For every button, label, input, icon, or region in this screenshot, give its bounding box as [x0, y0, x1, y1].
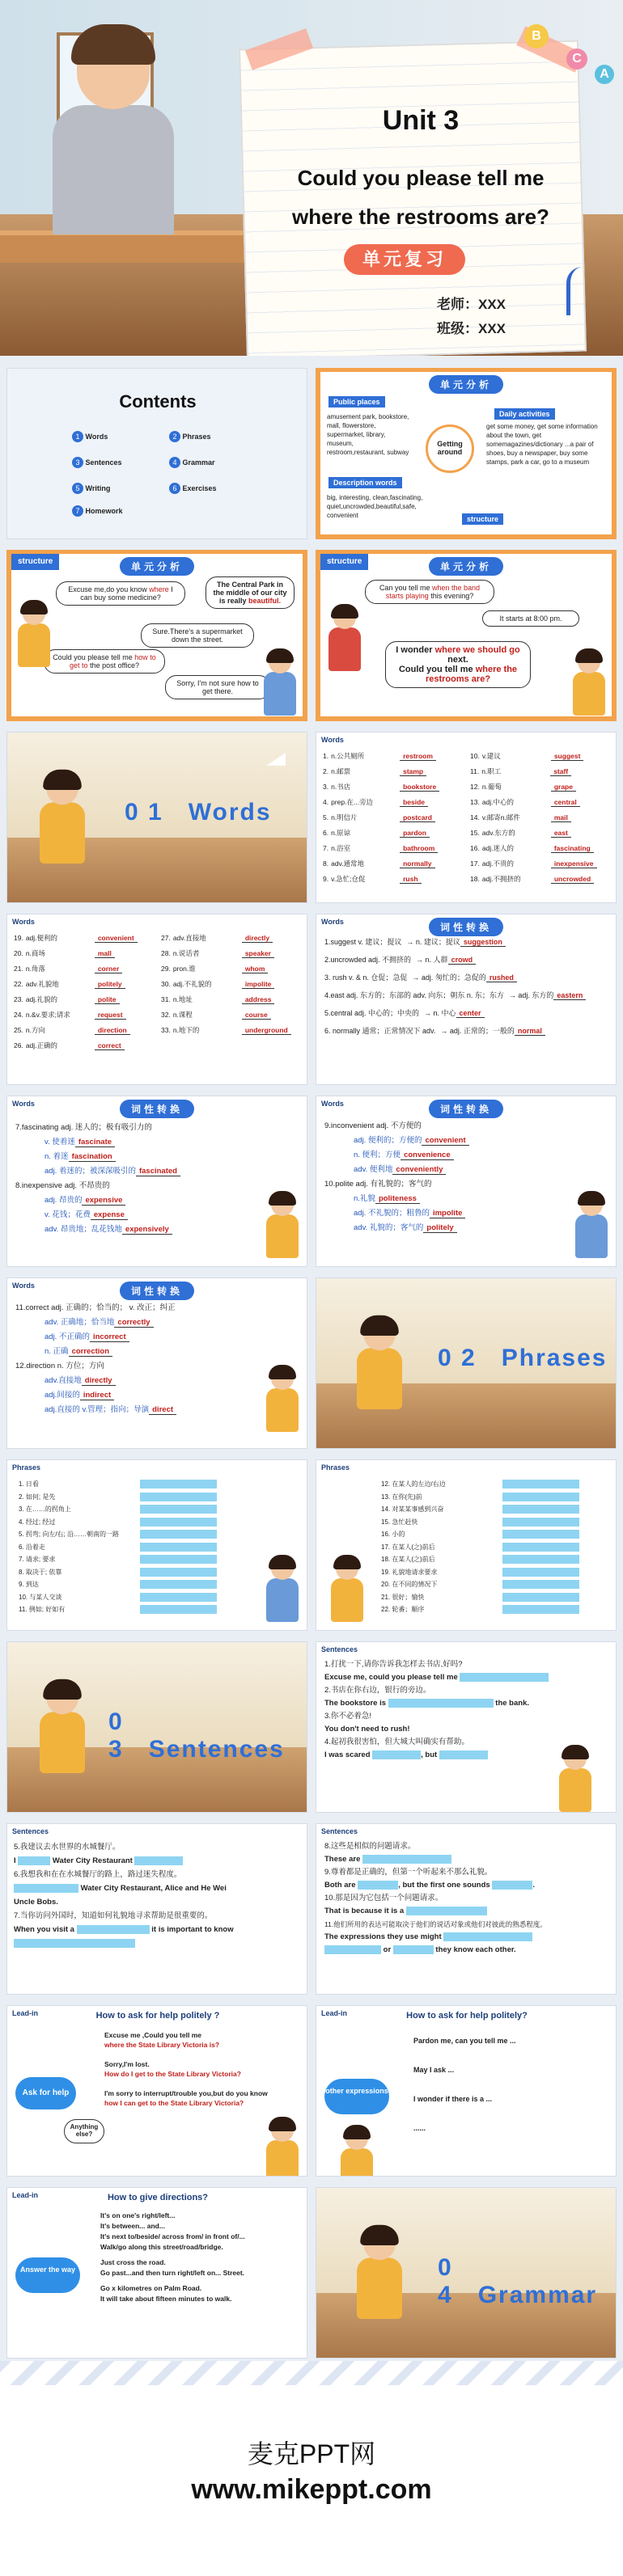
phrase-row: 3. 在……的拐角上 — [19, 1503, 261, 1516]
word-form-row: 9.inconvenient adj. 不方便的 — [324, 1121, 422, 1130]
answer-blank[interactable] — [140, 1593, 217, 1602]
direction-line: It's on one's right/left... — [100, 2211, 176, 2219]
paper-plane-icon — [266, 753, 286, 766]
lead-in-slide-2 — [316, 2005, 617, 2177]
answer-blank[interactable] — [140, 1568, 217, 1577]
word-form-row: adj. 不正确的 incorrect — [15, 1330, 250, 1345]
teacher-row: 老师：XXX — [437, 297, 506, 312]
word-form-row: 2.uncrowded adj. 不拥挤的 → n. 人群 crowd — [324, 955, 612, 965]
section-tag: Sentences — [321, 1827, 358, 1835]
daily-activities-text: get some money, get some information about the town, get somemagazines/dictionary ...a pair of shoes, buy a newspaper, buy some stamps, park a car, go to a museum — [486, 423, 598, 466]
slide-title: How to give directions? — [107, 2193, 209, 2202]
word-form-row: adv. 正确地；恰当地 correctly — [15, 1315, 250, 1330]
words-slide-1 — [316, 732, 617, 903]
section-pill: 词性转换 — [429, 918, 503, 936]
answer-blank[interactable] — [502, 1518, 579, 1527]
section-pill: 单元分析 — [429, 375, 503, 394]
phrase-row: 2. 如何; 是先 — [19, 1491, 261, 1504]
word-form-row: n. 正确 correction — [15, 1345, 250, 1359]
answer-blank[interactable] — [140, 1518, 217, 1527]
section-tag: Words — [12, 1282, 35, 1290]
word-row: 1. n.公共厕所 restroom — [323, 749, 468, 764]
word-row: 32. n.课程 course — [161, 1007, 307, 1023]
word-form-row: 4.east adj. 东方的；东部的 adv. 向东；朝东 n. 东；东方 → adj. 东方的 eastern — [324, 990, 612, 1001]
word-form-slide-1 — [316, 914, 617, 1085]
speech-bubble: Could you please tell me how to get to the post office? — [44, 649, 165, 674]
contents-item[interactable]: 1 Words — [72, 431, 108, 442]
lesson-title-2: where the restrooms are? — [292, 205, 549, 229]
answer-blank[interactable] — [502, 1505, 579, 1514]
word-row: 13. adj.中心的 central — [470, 795, 616, 810]
word-row: 8. adv.通常地 normally — [323, 856, 468, 872]
phrase-row: 21. 很好；愉快 — [381, 1591, 608, 1604]
title-slide — [0, 0, 623, 356]
word-form-row: 1.suggest v. 建议；提议 → n. 建议；提议 suggestion — [324, 937, 612, 948]
word-row: 26. adj.正确的 correct — [14, 1038, 159, 1054]
speech-bubble: The Central Park in the middle of our city is really beautiful. — [206, 576, 295, 609]
speech-bubble: Can you tell me when the band starts playing this evening? — [365, 580, 494, 604]
phrase-row: 22. 轮番；顺序 — [381, 1603, 608, 1616]
letter-a-icon: A — [595, 65, 614, 84]
grammar-section-slide — [316, 2187, 617, 2359]
section-title: 0 3 Sentences — [108, 1708, 285, 1763]
words-section-slide — [6, 732, 307, 903]
word-form-row: adv.直接地 directly — [15, 1374, 250, 1388]
word-row: 27. adv.直接地 directly — [161, 931, 307, 946]
answer-blank[interactable] — [502, 1555, 579, 1564]
direction-line: It's between... and... — [100, 2222, 165, 2230]
word-form-row: 5.central adj. 中心的；中央的 → n. 中心 center — [324, 1008, 612, 1019]
word-form-row: v. 花钱；花费 expense — [15, 1208, 242, 1223]
direction-line: Go past...and then turn right/left on... Street. — [100, 2269, 245, 2277]
word-row: 3. n.书店 bookstore — [323, 779, 468, 795]
word-row: 12. n.葡萄 grape — [470, 779, 616, 795]
word-row: 17. adj.不贵的 inexpensive — [470, 856, 616, 872]
section-tag: Phrases — [12, 1463, 41, 1472]
answer-blank[interactable] — [140, 1555, 217, 1564]
contents-item[interactable]: 2 Phrases — [169, 431, 211, 442]
slide-title: How to ask for help politely ? — [95, 2011, 220, 2021]
word-form-slide-4 — [6, 1277, 307, 1449]
direction-line: Walk/go along this street/road/bridge. — [100, 2243, 223, 2251]
section-title: 0 1 Words — [125, 799, 272, 826]
answer-blank[interactable] — [502, 1543, 579, 1552]
word-row: 14. v.邮寄n.邮件 mail — [470, 810, 616, 826]
footer-decoration — [0, 2361, 623, 2385]
phrase-row: 11. 例如; 好如有 — [19, 1603, 261, 1616]
word-form-slide-3 — [316, 1096, 617, 1267]
word-form-row: 3. rush v. & n. 仓促；急促 → adj. 匆忙的；急促的 rushed — [324, 973, 612, 983]
polite-question-list: Excuse me ,Could you tell me where the State Library Victoria is? Sorry,I'm lost. How do I get to the State Library Victoria? I'm sorry to interrupt/trouble you,but do you know how I can get to the State Library Victoria? — [104, 2031, 268, 2107]
word-row: 21. n.角落 corner — [14, 961, 159, 977]
answer-blank[interactable] — [502, 1605, 579, 1614]
anything-else-cloud: Anything else? — [64, 2119, 104, 2143]
word-row: 25. n.方向 direction — [14, 1023, 159, 1038]
word-row: 24. n.&v.要求;请求 request — [14, 1007, 159, 1023]
word-form-row: adj. 昂贵的 expensive — [15, 1193, 242, 1208]
speech-bubble: Excuse me,do you know where I can buy some medicine? — [56, 581, 185, 606]
sentences-slide-2 — [6, 1823, 307, 1995]
sentence-list: 1.打扰一下,请你告诉我怎样去书店,好吗? Excuse me, could you please tell me 2.书店在你右边，银行的旁边。 The bookstore is the bank. 3.你不必着急! You don't need to rush! 4.起初我很害怕，但大城大叫确实有帮助。 I was scared , but — [324, 1658, 608, 1762]
phrase-row: 5. 拐弯; 向左/右; 沿……朝南的一路 — [19, 1528, 261, 1541]
word-form-row: adv. 便利地 conveniently — [324, 1163, 551, 1177]
word-row: 16. adj.迷人的 fascinating — [470, 841, 616, 856]
analysis-slide-3 — [316, 550, 617, 721]
answer-blank[interactable] — [502, 1593, 579, 1602]
phrase-row: 17. 在某人(之)前后 — [381, 1541, 608, 1554]
word-form-row: n.礼貌 politeness — [324, 1192, 551, 1206]
word-row: 18. adj.不拥挤的 uncrowded — [470, 872, 616, 887]
phrases-slide-1 — [6, 1459, 307, 1631]
analysis-slide-1 — [316, 368, 617, 539]
section-tag: Words — [321, 918, 344, 926]
speech-bubble: I wonder where we should go next. Could you tell me where the restrooms are? — [385, 641, 531, 688]
word-row: 20. n.商场 mall — [14, 946, 159, 961]
contents-item[interactable]: 6 Exercises — [169, 483, 217, 494]
answer-blank[interactable] — [140, 1493, 217, 1501]
word-form-row: 10.polite adj. 有礼貌的；客气的 — [324, 1180, 432, 1189]
section-title: 0 4 Grammar — [438, 2254, 598, 2308]
word-form-row: 7.fascinating adj. 迷人的；极有吸引力的 — [15, 1123, 152, 1132]
word-form-slide-2 — [6, 1096, 307, 1267]
contents-item[interactable]: 7 Homework — [72, 505, 123, 517]
word-form-row: 6. normally 通常；正常情况下 adv. → adj. 正常的；一般的 normal — [324, 1026, 612, 1037]
letter-c-icon: C — [566, 49, 587, 70]
section-tag: Sentences — [321, 1645, 358, 1653]
phrase-row: 6. 沿着走 — [19, 1541, 261, 1554]
word-row: 2. n.邮票 stamp — [323, 764, 468, 779]
section-pill: 单元分析 — [429, 557, 503, 576]
words-slide-2 — [6, 914, 307, 1085]
word-row: 11. n.职工 staff — [470, 764, 616, 779]
word-row: 4. prep.在...旁边 beside — [323, 795, 468, 810]
sentence-list: 8.这些是相似的问题请求。 These are 9.尊着都是正确的，但第一个听起来不那么礼貌。 Both are , but the first one sounds . 10.那是因为它包括一个问题请求。 That is because it is a 11.他们所用的表达可能取决于他们的说话对象或他们对彼此的熟悉程度。 The expressions they use might or they know each other. — [324, 1842, 547, 1954]
word-form-row: adj. 便利的；方便的 convenient — [324, 1134, 551, 1148]
phrases-slide-2 — [316, 1459, 617, 1631]
section-tag: Words — [12, 918, 35, 926]
phrase-row: 15. 急忙赶快 — [381, 1516, 608, 1529]
contents-slide — [6, 368, 307, 539]
section-pill: 词性转换 — [120, 1100, 194, 1118]
word-row: 5. n.明信片 postcard — [323, 810, 468, 826]
letter-b-icon: B — [524, 24, 549, 49]
phrases-section-slide — [316, 1277, 617, 1449]
sentences-slide-3 — [316, 1823, 617, 1995]
phrase-row: 7. 请求; 要求 — [19, 1553, 261, 1566]
word-row: 31. n.地址 address — [161, 992, 307, 1007]
direction-line: Go x kilometres on Palm Road. — [100, 2284, 202, 2292]
word-row: 6. n.原谅 pardon — [323, 826, 468, 841]
direction-line: Just cross the road. — [100, 2258, 166, 2266]
word-form-row: adv. 礼貌的；客气的 politely — [324, 1221, 551, 1235]
speech-bubble: It starts at 8:00 pm. — [482, 610, 579, 627]
phrase-row: 19. 礼貌地请求要求 — [381, 1566, 608, 1579]
section-tag: Words — [12, 1100, 35, 1108]
word-form-row: adv. 昂贵地；乱花钱地 expensively — [15, 1223, 242, 1237]
section-tag: Lead-in — [12, 2191, 39, 2199]
sentences-slide-1 — [316, 1641, 617, 1813]
word-form-row: adj. 着迷的；被深深吸引的 fascinated — [15, 1164, 242, 1179]
word-row: 33. n.地下的 underground — [161, 1023, 307, 1038]
ask-for-help-cloud: Ask for help — [15, 2077, 76, 2109]
center-circle: Getting around — [426, 424, 474, 473]
word-row: 30. adj.不礼貌的 impolite — [161, 977, 307, 992]
public-places-label: Public places — [328, 396, 385, 408]
section-tag: Words — [321, 736, 344, 744]
unit-title: Unit 3 — [382, 105, 460, 136]
title-paper — [239, 40, 587, 356]
answer-blank[interactable] — [502, 1530, 579, 1539]
phrase-row: 4. 经过; 经过 — [19, 1516, 261, 1529]
word-row: 22. adv.礼貌地 politely — [14, 977, 159, 992]
direction-line: It's next to/beside/ across from/ in front of/... — [100, 2232, 245, 2240]
description-text: big, interesting, clean,fascinating, quiet,uncrowded,beautiful,safe, convenient — [327, 494, 423, 519]
contents-title: Contents — [119, 391, 197, 412]
site-url[interactable]: www.mikeppt.com — [191, 2474, 432, 2505]
section-tag: Lead-in — [12, 2009, 39, 2017]
structure-tag: structure — [320, 554, 368, 570]
word-row: 19. adj.便利的 convenient — [14, 931, 159, 946]
lead-in-slide-1 — [6, 2005, 307, 2177]
section-pill: 词性转换 — [120, 1282, 194, 1300]
word-form-row: 11.correct adj. 正确的；恰当的； v. 改正；纠正 — [15, 1303, 176, 1312]
sentence-list: 5.我建议去水世界的水城餐厅。 I Water City Restaurant 6.我想我和在在水城餐厅的路上，路过迷失程度。 Water City Restaurant, Alice and He Wei Uncle Bobs. 7.当你访问外国时，知道如何礼貌地寻求帮助是很重要的。 When you visit a it is important to know — [14, 1840, 305, 1950]
word-form-row: n. 着迷 fascination — [15, 1150, 242, 1164]
word-row: 9. v.急忙;仓促 rush — [323, 872, 468, 887]
answer-blank[interactable] — [140, 1480, 217, 1489]
section-pill: 词性转换 — [429, 1100, 503, 1118]
analysis-slide-2 — [6, 550, 307, 721]
phrase-row: 16. 小的 — [381, 1528, 608, 1541]
word-row: 28. n.说话者 speaker — [161, 946, 307, 961]
contents-item[interactable]: 5 Writing — [72, 483, 110, 494]
lead-in-slide-3 — [6, 2187, 307, 2359]
answer-blank[interactable] — [140, 1543, 217, 1552]
review-badge: 单元复习 — [344, 244, 465, 275]
word-row: 29. pron.谁 whom — [161, 961, 307, 977]
phrase-row: 20. 在不同的情况下 — [381, 1578, 608, 1591]
other-expressions-cloud: other expressions — [324, 2079, 389, 2114]
lamp-icon — [566, 267, 599, 315]
word-row: 10. v.建议 suggest — [470, 749, 616, 764]
direction-line: It will take about fifteen minutes to walk. — [100, 2295, 232, 2303]
answer-blank[interactable] — [502, 1580, 579, 1589]
word-form-row: adj.间接的 indirect — [15, 1388, 250, 1403]
speech-bubble: Sorry, I'm not sure how to get there. — [165, 675, 270, 699]
speech-bubble: Sure.There's a supermarket down the street. — [141, 623, 254, 648]
phrase-row: 12. 在某人的左边/右边 — [381, 1478, 608, 1491]
lesson-title-1: Could you please tell me — [297, 166, 545, 190]
site-name: 麦克PPT网 — [247, 2439, 376, 2468]
answer-blank[interactable] — [140, 1505, 217, 1514]
word-form-row: v. 使着迷 fascinate — [15, 1135, 242, 1150]
answer-the-way-cloud: Answer the way — [15, 2257, 80, 2293]
phrase-row: 1. 日看 — [19, 1478, 261, 1491]
answer-blank[interactable] — [140, 1605, 217, 1614]
description-label: Description words — [328, 477, 402, 488]
class-row: 班级：XXX — [437, 321, 506, 336]
structure-tag: structure — [11, 554, 59, 570]
section-title: 0 2 Phrases — [438, 1345, 608, 1371]
answer-blank[interactable] — [140, 1530, 217, 1539]
daily-activities-label: Daily activities — [494, 408, 555, 420]
expression-list: Pardon me, can you tell me ... May I ask ... I wonder if there is a ... ...... — [413, 2037, 516, 2132]
word-row: 7. n.浴室 bathroom — [323, 841, 468, 856]
answer-blank[interactable] — [502, 1480, 579, 1489]
contents-item[interactable]: 4 Grammar — [169, 457, 215, 468]
phrase-row: 8. 取决于; 依靠 — [19, 1566, 261, 1579]
phrase-row: 9. 到达 — [19, 1578, 261, 1591]
answer-blank[interactable] — [502, 1493, 579, 1501]
footer — [0, 2361, 623, 2576]
word-form-row: adj.直接的 v.管理；指向；导演 direct — [15, 1403, 250, 1417]
slide-title: How to ask for help politely? — [406, 2011, 528, 2021]
structure-label: structure — [462, 513, 503, 525]
phrase-row: 13. 在你(先)前 — [381, 1491, 608, 1504]
phrase-row: 10. 与某人交谈 — [19, 1591, 261, 1604]
answer-blank[interactable] — [502, 1568, 579, 1577]
public-places-text: amusement park, bookstore, mall, flowerstore, supermarket, library, museum, restroom,restaurant, subway — [327, 413, 409, 456]
section-tag: Phrases — [321, 1463, 350, 1472]
student-illustration — [32, 24, 186, 234]
section-tag: Lead-in — [321, 2009, 348, 2017]
word-form-row: adj. 不礼貌的；粗鲁的 impolite — [324, 1206, 551, 1221]
contents-item[interactable]: 3 Sentences — [72, 457, 122, 468]
word-form-row: 12.direction n. 方位；方向 — [15, 1362, 104, 1370]
word-form-row: 8.inexpensive adj. 不昂贵的 — [15, 1181, 110, 1190]
section-pill: 单元分析 — [120, 557, 194, 576]
answer-blank[interactable] — [140, 1580, 217, 1589]
section-tag: Words — [321, 1100, 344, 1108]
word-row: 15. adv.东方的 east — [470, 826, 616, 841]
sentences-section-slide — [6, 1641, 307, 1813]
phrase-row: 14. 对某某事感到兴奋 — [381, 1503, 608, 1516]
section-tag: Sentences — [12, 1827, 49, 1835]
phrase-row: 18. 在某人(之)前后 — [381, 1553, 608, 1566]
word-row: 23. adj.礼貌的 polite — [14, 992, 159, 1007]
word-form-row: n. 便利；方便 convenience — [324, 1148, 551, 1163]
